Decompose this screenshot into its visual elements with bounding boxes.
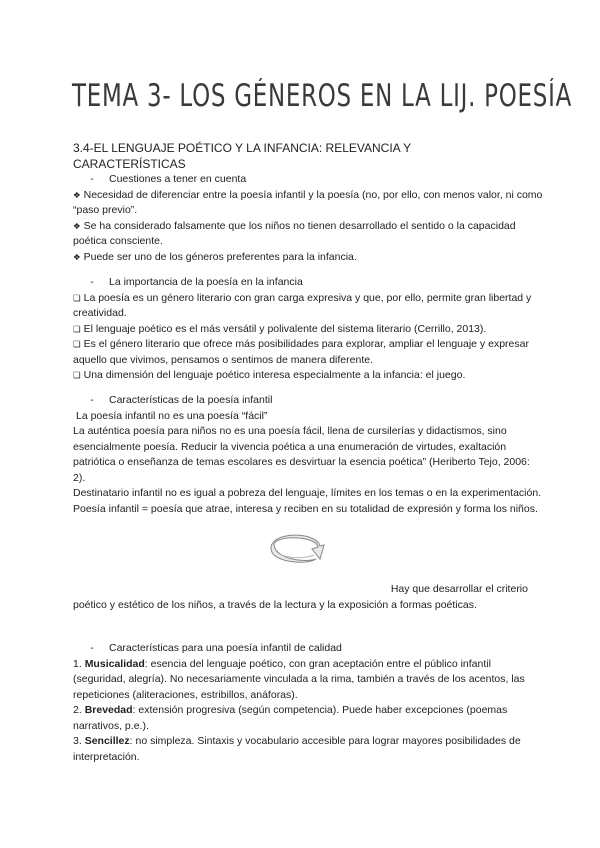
section-importancia [73,275,543,384]
section-heading: - Cuestiones a tener en cuenta [73,172,543,188]
item-term: Brevedad [84,704,133,716]
list-item: ❖ Puede ser uno de los géneros preferentes para la infancia. [73,250,543,266]
item-number: 1. [73,657,82,670]
criterio-line-2: poético y estético de los niños, a través de la lectura y la exposición a formas poéticas. [73,598,477,611]
item-term: Musicalidad [84,657,145,670]
section-heading: - Características para una poesía infantil de calidad [73,641,543,657]
item-term: Sencillez [84,735,130,747]
list-item: ❏ La poesía es un género literario con gran carga expresiva y que, por ello, permite gran libertad y creatividad. [73,291,543,322]
section-subtitle: 3.4-EL LENGUAJE POÉTICO Y LA INFANCIA: RELEVANCIA Y CARACTERÍSTICAS [73,141,411,171]
section-calidad [73,641,543,765]
item-text: : esencia del lenguaje poético, con gran aceptación entre el público infantil (seguridad, alegría). No necesariamente vinculada a la rima, también a través de los acentos, las repeticiones (aliteraciones, estribillos, anáforas). [73,657,525,701]
lead-text: La poesía infantil no es una poesía “fácil” [76,409,268,422]
item-number: 3. [73,735,82,747]
criterio-block [73,582,543,613]
item-text: : extensión progresiva (según competencia). Puede haber excepciones (poemas narrativos, p.e.). [73,704,508,732]
page-title: TEMA 3- LOS GÉNEROS EN LA LIJ. POESÍA [72,78,573,114]
section-heading: - Características de la poesía infantil [73,393,543,409]
criterio-line-1: Hay que desarrollar el criterio [390,583,528,595]
quote-paragraph: La auténtica poesía para niños no es una poesía fácil, llena de cursilerías y didactismos, sino esencialmente poesía. Reducir la vivencia poética a una enumeración de virtudes, exaltación patriótica o enseñanza de temas escolares es desvirtuar la esencia poética” (Heriberto Tejo, 2006: 2). [73,425,530,484]
item-number: 2. [73,704,82,716]
section-cuestiones [73,172,543,265]
list-item [73,734,543,765]
list-item: ❏ Es el género literario que ofrece más posibilidades para explorar, ampliar el lenguaje y expresar aquello que vivimos, pensamos o sentimos de manera diferente. [73,337,543,368]
list-item [73,703,543,734]
list-item: ❖ Necesidad de diferenciar entre la poesía infantil y la poesía (no, por ello, con menos valor, ni como “paso previo”. [73,188,543,219]
list-item: ❏ El lenguaje poético es el más versátil y polivalente del sistema literario (Cerrillo, 2013). [73,322,543,338]
item-text: : no simpleza. Sintaxis y vocabulario accesible para lograr mayores posibilidades de interpretación. [73,735,521,763]
list-item: ❖ Se ha considerado falsamente que los niños no tienen desarrollado el sentido o la capacidad poética consciente. [73,219,543,250]
list-item [73,657,543,704]
section-caracteristicas [73,393,543,517]
section-heading: - La importancia de la poesía en la infancia [73,275,543,291]
list-item: ❏ Una dimensión del lenguaje poético interesa especialmente a la infancia: el juego. [73,368,543,384]
curved-arrow-icon [268,533,326,571]
body-paragraph: Destinatario infantil no es igual a pobreza del lenguaje, límites en los temas o en la experimentación. Poesía infantil = poesía que atrae, interesa y reciben en su totalidad de expresión y forma los niños. [73,487,542,515]
